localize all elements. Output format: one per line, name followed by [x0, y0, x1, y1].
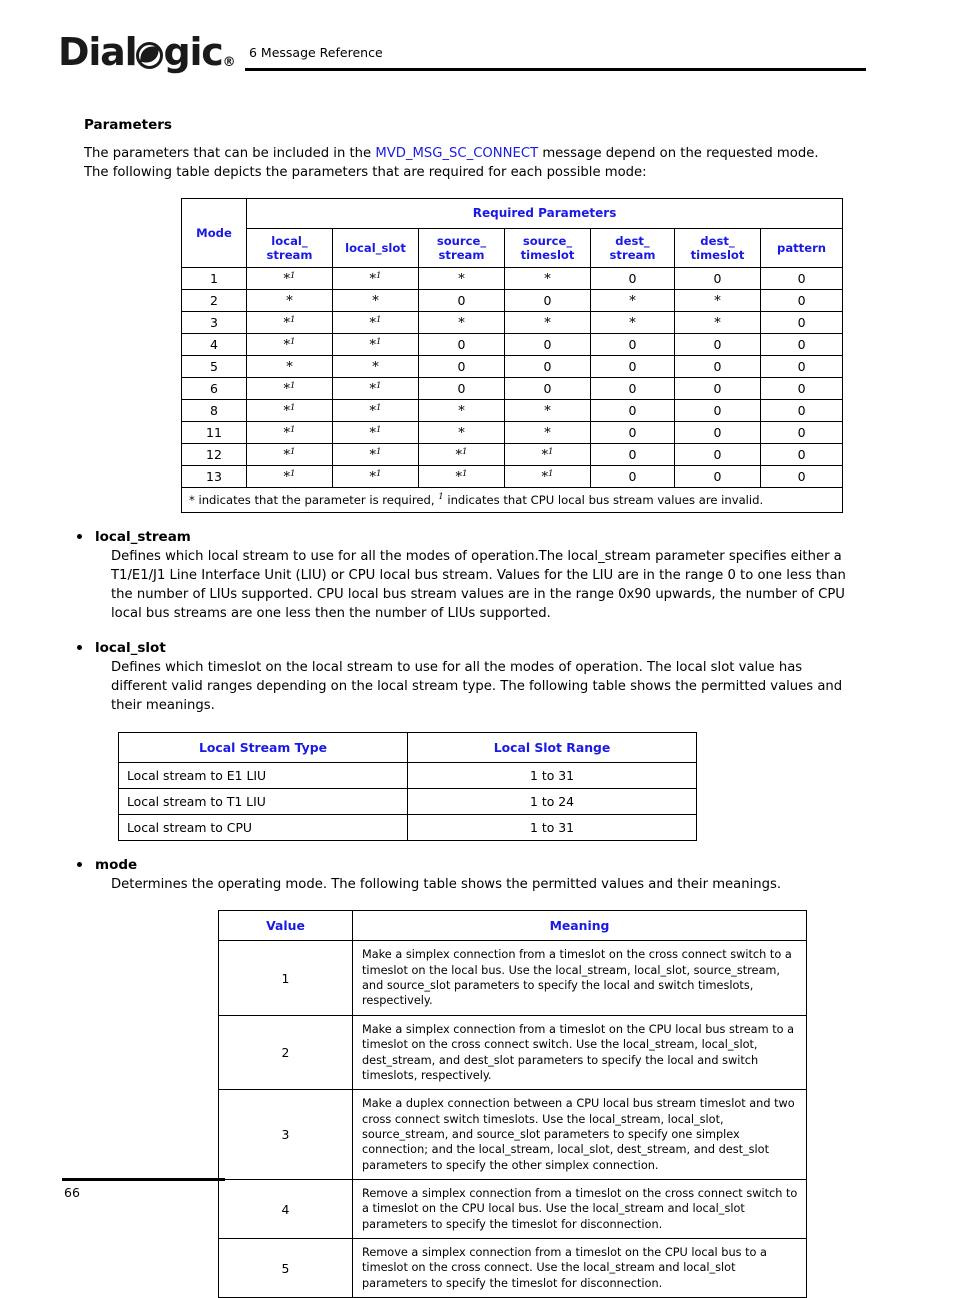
cell-mode: 3	[182, 312, 247, 334]
cell-value: *	[333, 356, 419, 378]
cell-value: 0	[419, 356, 505, 378]
cell-value: 0	[505, 290, 591, 312]
cell-value: 0	[591, 466, 675, 488]
cell-value: *$^1$	[247, 422, 333, 444]
bullet-term-local-stream	[95, 529, 954, 545]
cell-value: 0	[761, 290, 843, 312]
column-header-5: dest_ timeslot	[675, 229, 761, 268]
logo-text-before: Dial	[58, 30, 137, 74]
table-row	[182, 466, 843, 488]
cell-value: *$^1$	[247, 400, 333, 422]
cell-value: 0	[675, 466, 761, 488]
cell-value: *$^1$	[419, 466, 505, 488]
message-constant-link[interactable]: MVD_MSG_SC_CONNECT	[375, 146, 539, 161]
cell-value: *$^1$	[333, 268, 419, 290]
column-group-header: Required Parameters	[247, 199, 843, 229]
table-subheader-row	[182, 229, 843, 268]
cell-mode-meaning: Make a duplex connection between a CPU local bus stream timeslot and two cross connect switch timeslots. Use the local_stream, local_slot, source_stream, and source_slot parameters to specify one simplex connection; and the local_stream, local_slot, dest_stream, and dest_slot parameters to specify the other simplex connection.	[353, 1090, 807, 1180]
column-header-meaning: Meaning	[353, 911, 807, 941]
column-header-1: Local Slot Range	[408, 732, 697, 762]
cell-mode: 8	[182, 400, 247, 422]
cell-stream-type: Local stream to T1 LIU	[119, 788, 408, 814]
cell-value: *	[505, 268, 591, 290]
cell-value: *	[505, 422, 591, 444]
required-parameters-table-wrapper	[181, 198, 842, 513]
local-slot-range-table	[118, 732, 697, 841]
table-row	[119, 762, 697, 788]
cell-value: 0	[505, 378, 591, 400]
cell-value: 0	[675, 334, 761, 356]
cell-mode: 12	[182, 444, 247, 466]
table-header-row	[182, 199, 843, 229]
table-row	[182, 378, 843, 400]
intro-paragraph	[84, 145, 844, 182]
cell-value: *$^1$	[247, 334, 333, 356]
cell-value: 0	[591, 400, 675, 422]
column-header-3: source_ timeslot	[505, 229, 591, 268]
cell-mode: 13	[182, 466, 247, 488]
cell-value: *$^1$	[419, 444, 505, 466]
cell-value: 0	[591, 268, 675, 290]
cell-slot-range: 1 to 31	[408, 814, 697, 840]
column-header-mode: Mode	[182, 199, 247, 268]
cell-mode: 5	[182, 356, 247, 378]
column-header-6: pattern	[761, 229, 843, 268]
cell-value: 0	[675, 378, 761, 400]
cell-value: *	[247, 290, 333, 312]
cell-mode: 6	[182, 378, 247, 400]
cell-value: *$^1$	[333, 312, 419, 334]
running-header-title: 6 Message Reference	[249, 45, 383, 60]
page-title: Parameters	[84, 117, 172, 133]
cell-value: 0	[761, 400, 843, 422]
cell-value: 0	[761, 422, 843, 444]
cell-value: 0	[591, 334, 675, 356]
cell-value: 0	[505, 334, 591, 356]
table-row	[182, 290, 843, 312]
cell-value: 0	[675, 356, 761, 378]
required-parameters-table	[181, 198, 843, 513]
cell-value: 0	[419, 290, 505, 312]
cell-value: 0	[419, 378, 505, 400]
page-number: 66	[64, 1185, 80, 1200]
column-header-0: local_ stream	[247, 229, 333, 268]
bullet-dot-icon	[77, 645, 82, 650]
local-slot-range-table-wrapper	[118, 732, 954, 841]
table-row	[182, 334, 843, 356]
cell-value: *$^1$	[333, 422, 419, 444]
cell-mode: 1	[182, 268, 247, 290]
cell-value: 0	[591, 356, 675, 378]
cell-value: 0	[675, 422, 761, 444]
bullet-body-mode: Determines the operating mode. The following table shows the permitted values and their meanings.	[111, 876, 782, 892]
cell-value: *	[505, 312, 591, 334]
cell-value: *	[419, 400, 505, 422]
cell-mode: 11	[182, 422, 247, 444]
cell-value: *$^1$	[247, 466, 333, 488]
logo-text-after: gic	[163, 30, 223, 74]
cell-value: 0	[505, 356, 591, 378]
cell-value: *$^1$	[333, 400, 419, 422]
cell-value: *$^1$	[247, 378, 333, 400]
cell-slot-range: 1 to 31	[408, 762, 697, 788]
cell-value: 0	[761, 466, 843, 488]
dialogic-o-leaf-icon	[136, 42, 163, 69]
table-row	[182, 400, 843, 422]
intro-text-after: message depend on the requested mode. The following table depicts the parameters that are required for each possible mode:	[84, 146, 819, 180]
cell-value: *	[591, 290, 675, 312]
table-footnote-row	[182, 488, 843, 513]
column-header-value: Value	[219, 911, 353, 941]
bullet-body-local-slot: Defines which timeslot on the local stream to use for all the modes of operation. The local slot value has different valid ranges depending on the local stream type. The following table shows the permitted values and their meanings.	[111, 659, 843, 713]
column-header-2: source_ stream	[419, 229, 505, 268]
table-row	[182, 422, 843, 444]
cell-mode-meaning: Remove a simplex connection from a timeslot on the cross connect switch to a timeslot on the CPU local bus. Use the local_stream and local_slot parameters to specify the timeslot for disconnection.	[353, 1180, 807, 1239]
cell-value: *$^1$	[505, 466, 591, 488]
cell-mode-value: 1	[219, 941, 353, 1015]
cell-value: *$^1$	[333, 444, 419, 466]
cell-value: *	[419, 422, 505, 444]
page-header	[0, 0, 954, 95]
cell-value: 0	[591, 378, 675, 400]
cell-stream-type: Local stream to CPU	[119, 814, 408, 840]
cell-value: *$^1$	[333, 466, 419, 488]
table-row	[182, 444, 843, 466]
cell-value: 0	[761, 444, 843, 466]
term-label: mode	[95, 856, 138, 873]
term-label: local_slot	[95, 639, 166, 656]
cell-mode-meaning: Remove a simplex connection from a timeslot on the CPU local bus to a timeslot on the cross connect. Use the local_stream and local_slot parameters to specify the timeslot for disconnection.	[353, 1239, 807, 1298]
cell-value: *	[419, 268, 505, 290]
cell-value: *$^1$	[333, 378, 419, 400]
cell-value: 0	[761, 334, 843, 356]
bullet-local-slot	[0, 640, 954, 716]
column-header-4: dest_ stream	[591, 229, 675, 268]
cell-value: 0	[761, 378, 843, 400]
bullet-local-stream	[0, 529, 954, 624]
cell-value: *	[505, 400, 591, 422]
table-row	[219, 1090, 807, 1180]
dialogic-logo	[58, 30, 235, 74]
cell-value: *$^1$	[333, 334, 419, 356]
table-row	[219, 941, 807, 1015]
cell-value: *	[675, 312, 761, 334]
table-header-row	[119, 732, 697, 762]
cell-mode-value: 3	[219, 1090, 353, 1180]
cell-value: 0	[675, 400, 761, 422]
cell-mode: 4	[182, 334, 247, 356]
term-label: local_stream	[95, 529, 191, 546]
cell-mode-meaning: Make a simplex connection from a timeslot on the cross connect switch to a timeslot on the local bus. Use the local_stream, local_slot, source_stream, and source_slot parameters to specify the local and switch timeslots, respectively.	[353, 941, 807, 1015]
cell-value: *$^1$	[247, 444, 333, 466]
header-divider	[245, 68, 866, 71]
column-header-1: local_slot	[333, 229, 419, 268]
table-row	[219, 1015, 807, 1089]
cell-value: *$^1$	[505, 444, 591, 466]
cell-value: *	[247, 356, 333, 378]
bullet-mode	[0, 857, 954, 895]
cell-value: *$^1$	[247, 312, 333, 334]
intro-text-before: The parameters that can be included in the	[84, 146, 376, 161]
cell-value: 0	[761, 356, 843, 378]
bullet-term-mode	[95, 857, 954, 873]
cell-mode-value: 2	[219, 1015, 353, 1089]
cell-value: *$^1$	[247, 268, 333, 290]
table-row	[182, 356, 843, 378]
cell-mode: 2	[182, 290, 247, 312]
mode-values-table-wrapper	[218, 910, 954, 1298]
table-row	[182, 268, 843, 290]
bullet-dot-icon	[77, 534, 82, 539]
cell-stream-type: Local stream to E1 LIU	[119, 762, 408, 788]
table-footnote: * indicates that the parameter is required, $^1$ indicates that CPU local bus stream values are invalid.	[182, 488, 843, 513]
cell-value: *	[333, 290, 419, 312]
cell-mode-value: 4	[219, 1180, 353, 1239]
table-row	[119, 788, 697, 814]
bullet-body-local-stream: Defines which local stream to use for all the modes of operation.The local_stream parameter specifies either a T1/E1/J1 Line Interface Unit (LIU) or CPU local bus stream. Values for the LIU are in the range 0 to one less than the number of LIUs supported. CPU local bus stream values are in the range 0x90 upwards, the number of CPU local bus streams are one less then the number of LIUs supported.	[111, 549, 846, 621]
cell-value: 0	[761, 312, 843, 334]
registered-trademark-icon: ®	[222, 55, 235, 70]
cell-value: 0	[591, 444, 675, 466]
footer-divider	[62, 1178, 225, 1181]
cell-value: 0	[675, 444, 761, 466]
bullet-term-local-slot	[95, 640, 954, 656]
bullet-dot-icon	[77, 862, 82, 867]
column-header-0: Local Stream Type	[119, 732, 408, 762]
cell-slot-range: 1 to 24	[408, 788, 697, 814]
cell-value: *	[591, 312, 675, 334]
cell-mode-value: 5	[219, 1239, 353, 1298]
cell-value: 0	[761, 268, 843, 290]
page-content	[0, 95, 954, 1298]
table-header-row	[219, 911, 807, 941]
cell-value: 0	[675, 268, 761, 290]
cell-value: *	[675, 290, 761, 312]
table-row	[182, 312, 843, 334]
table-row	[219, 1180, 807, 1239]
table-row	[119, 814, 697, 840]
cell-mode-meaning: Make a simplex connection from a timeslot on the CPU local bus stream to a timeslot on the cross connect switch. Use the local_stream, local_slot, dest_stream, and dest_slot parameters to specify the local and switch timeslots, respectively.	[353, 1015, 807, 1089]
cell-value: 0	[419, 334, 505, 356]
table-row	[219, 1239, 807, 1298]
cell-value: 0	[591, 422, 675, 444]
cell-value: *	[419, 312, 505, 334]
mode-values-table	[218, 910, 807, 1298]
